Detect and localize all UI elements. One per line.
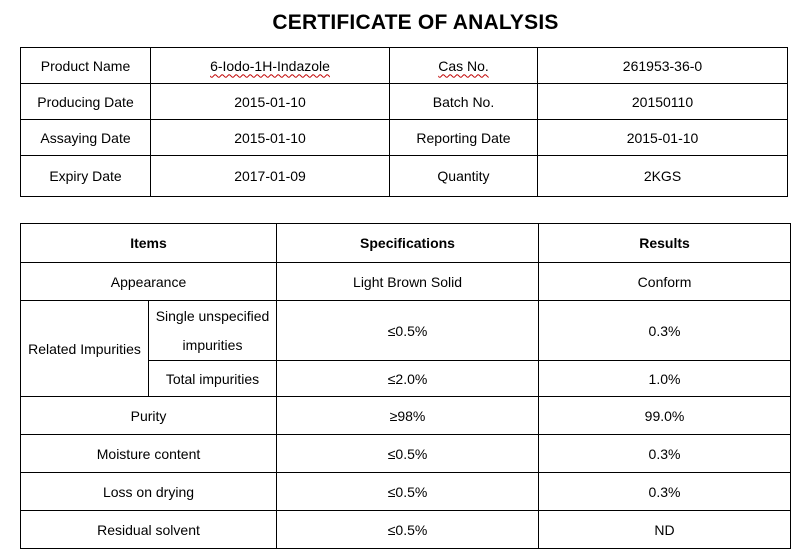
quantity-value: 2KGS bbox=[538, 156, 788, 197]
single-impurity-line2: impurities bbox=[182, 336, 243, 353]
items-header: Items bbox=[21, 224, 277, 263]
cas-value: 261953-36-0 bbox=[538, 48, 788, 84]
total-impurity-item: Total impurities bbox=[149, 361, 277, 397]
info-row-product bbox=[21, 48, 788, 84]
reporting-date-value: 2015-01-10 bbox=[538, 120, 788, 156]
loss-on-drying-spec: ≤0.5% bbox=[277, 473, 539, 511]
residual-solvent-spec: ≤0.5% bbox=[277, 511, 539, 549]
expiry-date-label: Expiry Date bbox=[21, 156, 151, 197]
total-impurity-result: 1.0% bbox=[539, 361, 791, 397]
producing-date-label: Producing Date bbox=[21, 84, 151, 120]
batch-label: Batch No. bbox=[390, 84, 538, 120]
single-impurity-line1: Single unspecified bbox=[155, 307, 270, 324]
single-impurity-row bbox=[21, 301, 791, 361]
appearance-row bbox=[21, 263, 791, 301]
producing-date-value: 2015-01-10 bbox=[151, 84, 390, 120]
info-row-expiry bbox=[21, 156, 788, 197]
analysis-table bbox=[20, 223, 791, 549]
cas-label-text: Cas No. bbox=[438, 57, 489, 74]
moisture-item: Moisture content bbox=[21, 435, 277, 473]
batch-value: 20150110 bbox=[538, 84, 788, 120]
residual-solvent-item: Residual solvent bbox=[21, 511, 277, 549]
product-name-label: Product Name bbox=[21, 48, 151, 84]
loss-on-drying-result: 0.3% bbox=[539, 473, 791, 511]
purity-row bbox=[21, 397, 791, 435]
single-impurity-result: 0.3% bbox=[539, 301, 791, 361]
purity-item: Purity bbox=[21, 397, 277, 435]
expiry-date-value: 2017-01-09 bbox=[151, 156, 390, 197]
purity-result: 99.0% bbox=[539, 397, 791, 435]
product-name-value bbox=[151, 48, 390, 84]
quantity-label: Quantity bbox=[390, 156, 538, 197]
info-row-assaying bbox=[21, 120, 788, 156]
document-title: CERTIFICATE OF ANALYSIS bbox=[272, 11, 559, 34]
moisture-result: 0.3% bbox=[539, 435, 791, 473]
related-impurities-label: Related Impurities bbox=[21, 301, 149, 397]
assaying-date-label: Assaying Date bbox=[21, 120, 151, 156]
loss-on-drying-row bbox=[21, 473, 791, 511]
single-impurity-spec: ≤0.5% bbox=[277, 301, 539, 361]
assaying-date-value: 2015-01-10 bbox=[151, 120, 390, 156]
loss-on-drying-item: Loss on drying bbox=[21, 473, 277, 511]
appearance-spec: Light Brown Solid bbox=[277, 263, 539, 301]
purity-spec: ≥98% bbox=[277, 397, 539, 435]
analysis-header-row bbox=[21, 224, 791, 263]
specifications-header: Specifications bbox=[277, 224, 539, 263]
residual-solvent-result: ND bbox=[539, 511, 791, 549]
product-name-text: 6-Iodo-1H-Indazole bbox=[210, 57, 330, 74]
results-header: Results bbox=[539, 224, 791, 263]
single-impurity-item bbox=[149, 301, 277, 361]
moisture-spec: ≤0.5% bbox=[277, 435, 539, 473]
moisture-row bbox=[21, 435, 791, 473]
appearance-result: Conform bbox=[539, 263, 791, 301]
appearance-item: Appearance bbox=[21, 263, 277, 301]
residual-solvent-row bbox=[21, 511, 791, 549]
cas-label bbox=[390, 48, 538, 84]
product-info-table bbox=[20, 47, 788, 197]
total-impurity-spec: ≤2.0% bbox=[277, 361, 539, 397]
info-row-producing bbox=[21, 84, 788, 120]
reporting-date-label: Reporting Date bbox=[390, 120, 538, 156]
